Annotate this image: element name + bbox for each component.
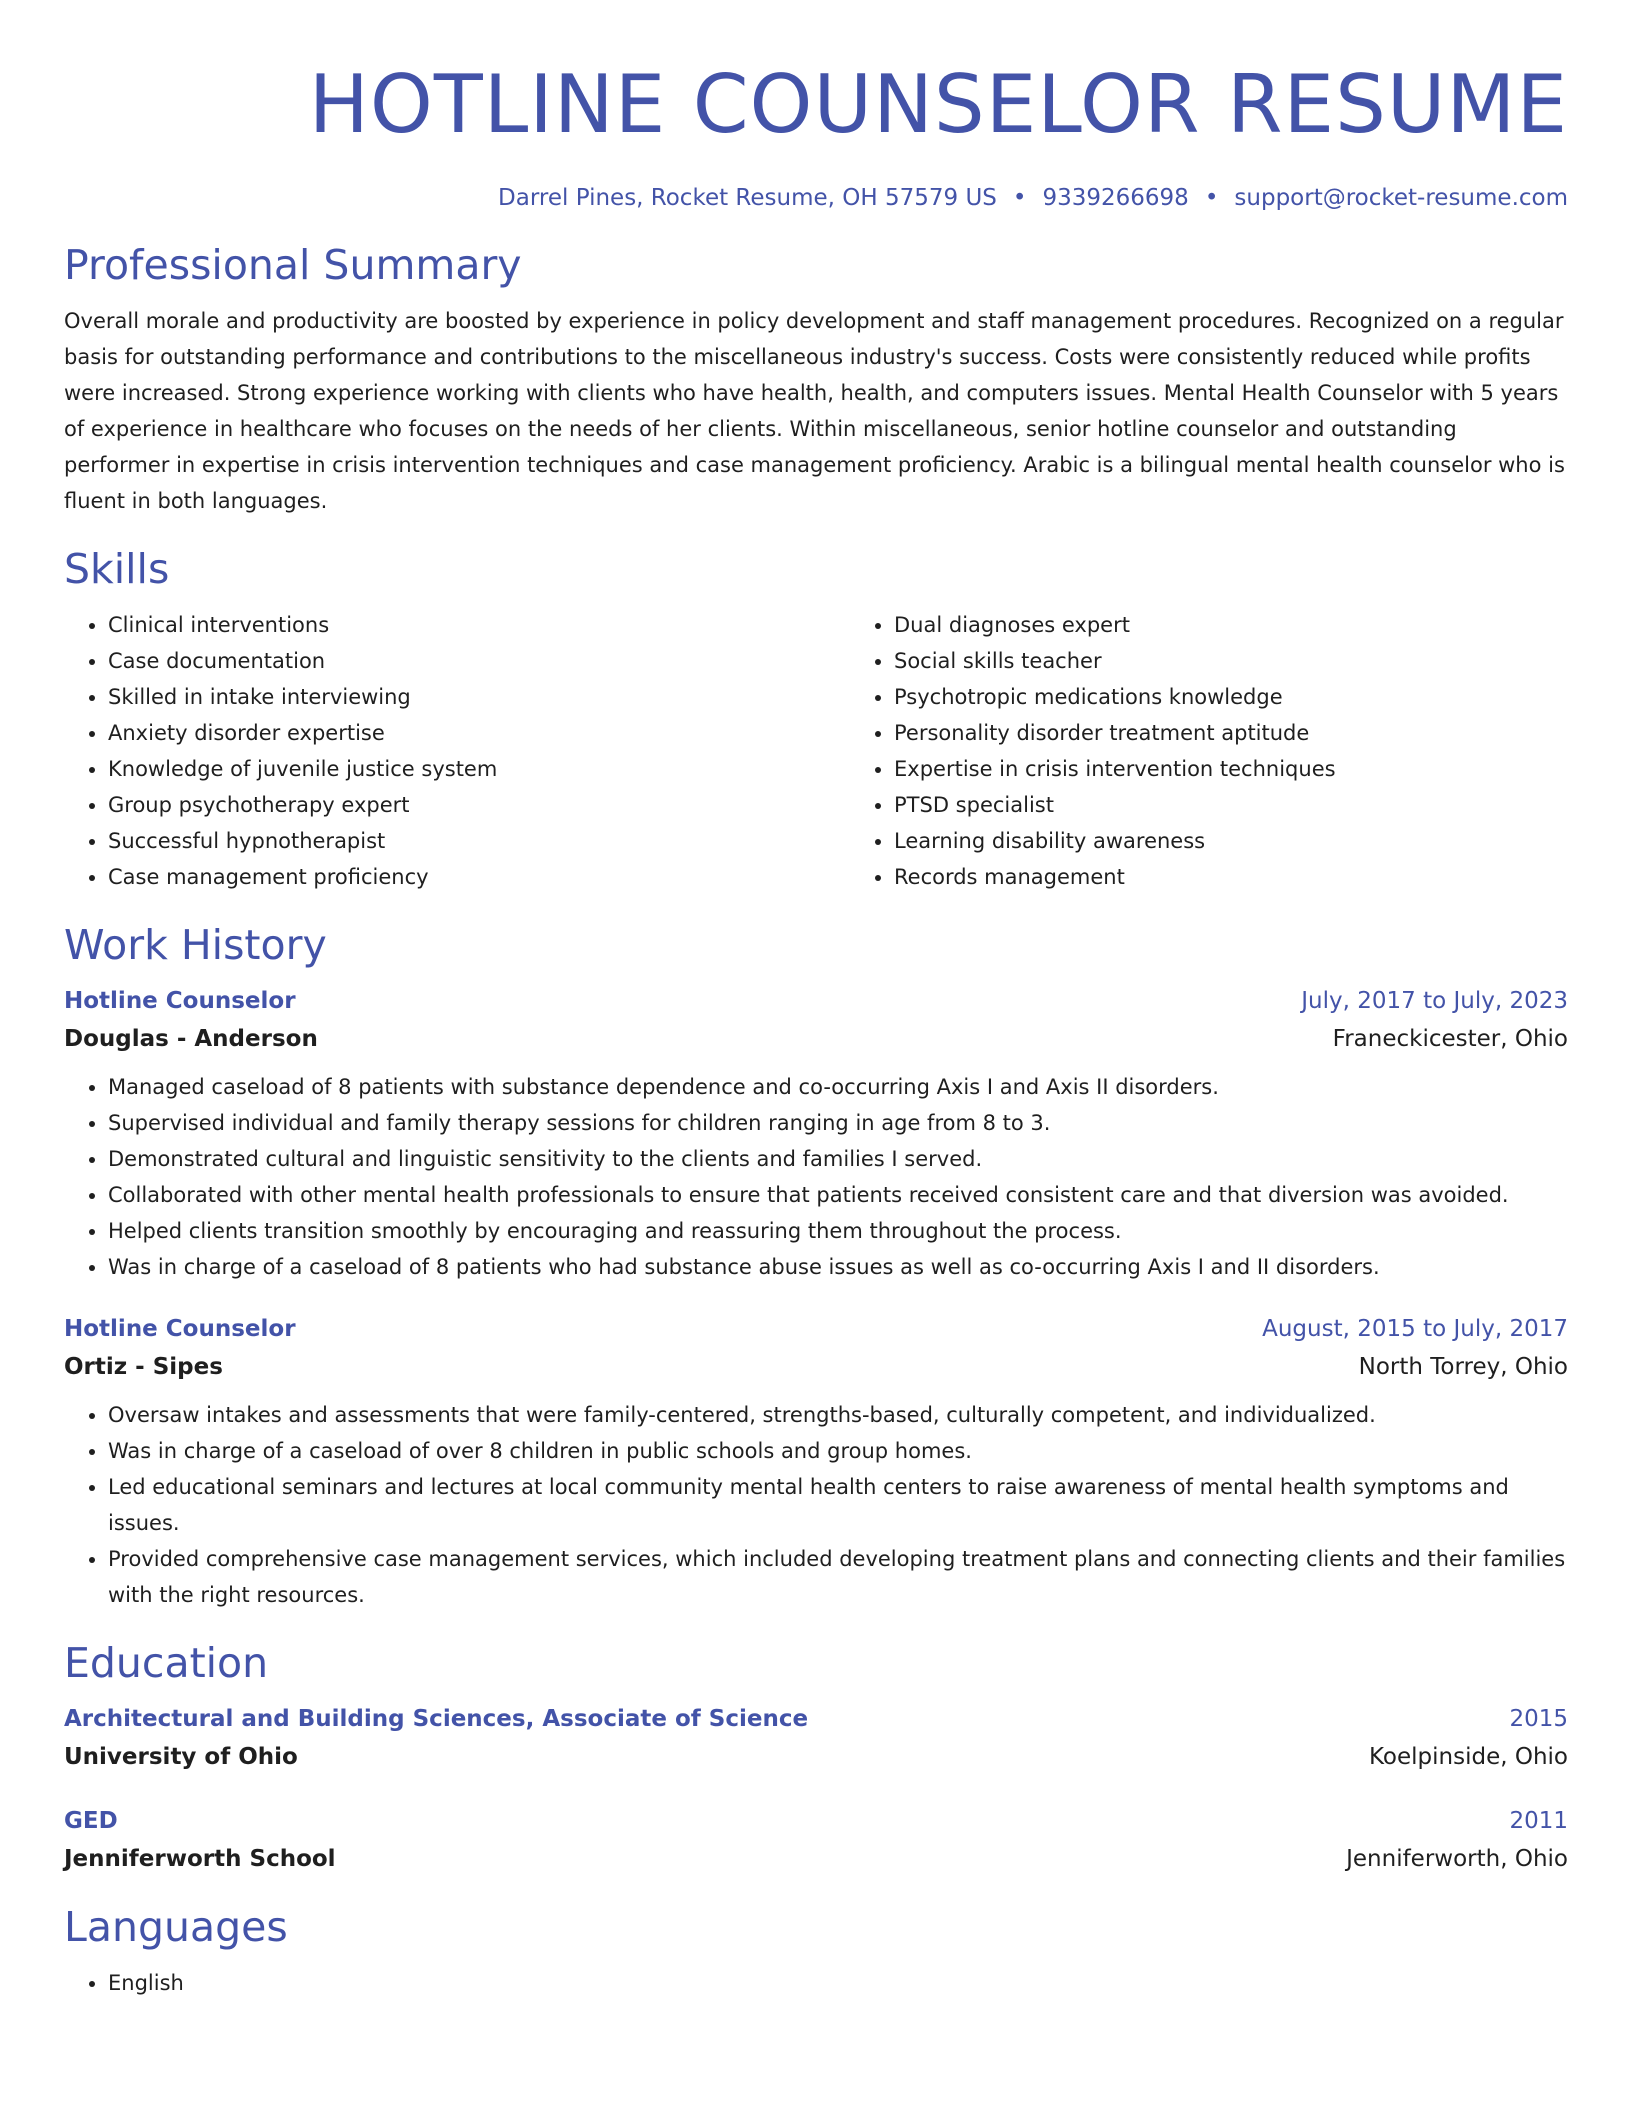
job-bullet: • Demonstrated cultural and linguistic sensitivity to the clients and families I served. <box>108 1141 1568 1177</box>
work-heading: Work History <box>64 921 327 969</box>
work-section <box>64 919 1568 1613</box>
skill-item: • Case documentation <box>108 643 850 679</box>
contact-email: support@rocket-resume.com <box>1234 185 1568 211</box>
contact-separator: • <box>1012 185 1027 211</box>
languages-section <box>64 1901 1568 2001</box>
resume-title: HOTLINE COUNSELOR RESUME <box>308 58 1568 151</box>
skill-item: • Case management proficiency <box>108 859 850 895</box>
resume-header <box>64 0 1568 213</box>
job-bullet: • Oversaw intakes and assessments that were family-centered, strengths-based, culturally competent, and individualized. <box>108 1397 1568 1433</box>
summary-text: Overall morale and productivity are boosted by experience in policy development and staff management procedures. Recognized on a regular basis for outstanding performance and contributions to the miscellaneous industry's success. Costs were consistently reduced while profits were increased. Strong experience working with clients who have health, health, and computers issues. Mental Health Counselor with 5 years of experience in healthcare who focuses on the needs of her clients. Within miscellaneous, senior hotline counselor and outstanding performer in expertise in crisis intervention techniques and case management proficiency. Arabic is a bilingual mental health counselor who is fluent in both languages. <box>64 309 1565 513</box>
job-dates: August, 2015 to July, 2017 <box>1262 1316 1568 1342</box>
skill-item: • Knowledge of juvenile justice system <box>108 751 850 787</box>
skill-item: • Anxiety disorder expertise <box>108 715 850 751</box>
job-bullet: • Was in charge of a caseload of 8 patients who had substance abuse issues as well as co-occurring Axis I and II disorders. <box>108 1249 1568 1285</box>
education-heading: Education <box>64 1639 269 1687</box>
languages-heading: Languages <box>64 1903 288 1951</box>
skill-item: • Social skills teacher <box>894 643 1632 679</box>
summary-heading: Professional Summary <box>64 241 522 289</box>
skills-list-right <box>850 607 1632 895</box>
job-company: Douglas - Anderson <box>64 1026 318 1052</box>
skill-item: • Records management <box>894 859 1632 895</box>
skill-item: • Psychotropic medications knowledge <box>894 679 1632 715</box>
education-location: Koelpinside, Ohio <box>1368 1744 1568 1770</box>
contact-address: Darrel Pines, Rocket Resume, OH 57579 US <box>498 185 997 211</box>
education-year: 2015 <box>1509 1706 1568 1732</box>
job-bullet: • Supervised individual and family therapy sessions for children ranging in age from 8 to 3. <box>108 1105 1568 1141</box>
job-location: North Torrey, Ohio <box>1358 1354 1568 1380</box>
education-school: Jenniferworth School <box>64 1846 336 1872</box>
job-bullet: • Led educational seminars and lectures at local community mental health centers to raise awareness of mental health symptoms and issues. <box>108 1469 1568 1541</box>
job-title: Hotline Counselor <box>64 988 296 1014</box>
education-year: 2011 <box>1509 1808 1568 1834</box>
languages-list <box>64 1965 1568 2001</box>
contact-separator: • <box>1204 185 1219 211</box>
skill-item: • Clinical interventions <box>108 607 850 643</box>
job-bullet: • Collaborated with other mental health professionals to ensure that patients received consistent care and that diversion was avoided. <box>108 1177 1568 1213</box>
contact-line <box>64 183 1568 213</box>
job-bullets <box>64 1069 1568 1285</box>
education-location: Jenniferworth, Ohio <box>1346 1846 1568 1872</box>
skill-item: • Dual diagnoses expert <box>894 607 1632 643</box>
job-company: Ortiz - Sipes <box>64 1354 223 1380</box>
education-school: University of Ohio <box>64 1744 298 1770</box>
job-bullet: • Provided comprehensive case management services, which included developing treatment plans and connecting clients and their families with the right resources. <box>108 1541 1568 1613</box>
job-bullets <box>64 1397 1568 1613</box>
skill-item: • Expertise in crisis intervention techniques <box>894 751 1632 787</box>
education-entry <box>64 1701 1568 1777</box>
education-section <box>64 1637 1568 1879</box>
education-degree: GED <box>64 1808 118 1834</box>
language-item: • English <box>108 1965 1568 2001</box>
education-degree: Architectural and Building Sciences, Associate of Science <box>64 1706 809 1732</box>
job-entry <box>64 1311 1568 1613</box>
job-title: Hotline Counselor <box>64 1316 296 1342</box>
job-bullet: • Managed caseload of 8 patients with substance dependence and co-occurring Axis I and Axis II disorders. <box>108 1069 1568 1105</box>
job-bullet: • Helped clients transition smoothly by encouraging and reassuring them throughout the process. <box>108 1213 1568 1249</box>
skill-item: • Personality disorder treatment aptitude <box>894 715 1632 751</box>
job-dates: July, 2017 to July, 2023 <box>1301 988 1568 1014</box>
skills-heading: Skills <box>64 545 170 593</box>
contact-phone: 9339266698 <box>1042 185 1189 211</box>
skill-item: • Group psychotherapy expert <box>108 787 850 823</box>
summary-section <box>64 239 1568 519</box>
education-entry <box>64 1803 1568 1879</box>
skill-item: • PTSD specialist <box>894 787 1632 823</box>
skill-item: • Skilled in intake interviewing <box>108 679 850 715</box>
skills-list-left <box>64 607 850 895</box>
skill-item: • Learning disability awareness <box>894 823 1632 859</box>
skills-section <box>64 543 1568 895</box>
job-bullet: • Was in charge of a caseload of over 8 children in public schools and group homes. <box>108 1433 1568 1469</box>
skill-item: • Successful hypnotherapist <box>108 823 850 859</box>
job-entry <box>64 983 1568 1285</box>
job-location: Franeckicester, Ohio <box>1332 1026 1568 1052</box>
